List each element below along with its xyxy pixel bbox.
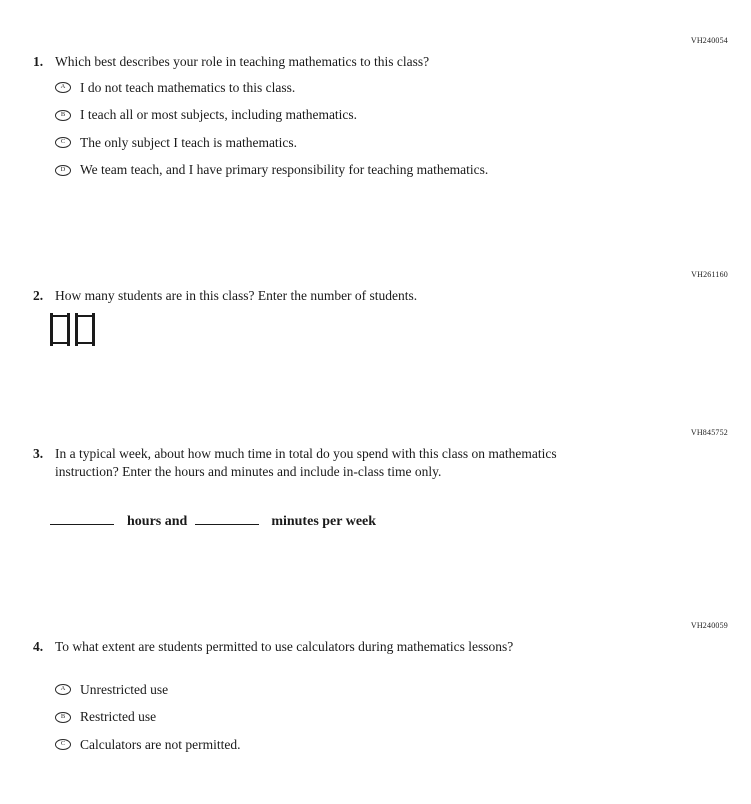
answer-option-b[interactable] <box>55 711 240 724</box>
option-bubble-d-icon[interactable]: D <box>55 165 71 176</box>
question-1 <box>33 53 429 71</box>
option-bubble-c-icon[interactable]: C <box>55 137 71 148</box>
hours-blank-field[interactable] <box>50 511 114 525</box>
student-count-entry <box>50 313 95 346</box>
option-label: Restricted use <box>80 709 157 724</box>
question-1-text: Which best describes your role in teaching mathematics to this class? <box>55 54 430 69</box>
question-2-code: VH261160 <box>691 270 728 279</box>
option-label: Unrestricted use <box>80 681 169 697</box>
minutes-label: minutes per week <box>271 514 377 529</box>
question-1-options <box>55 81 488 191</box>
question-1-code: VH240054 <box>690 36 728 45</box>
option-bubble-b-icon[interactable]: B <box>55 110 71 121</box>
option-bubble-b-icon[interactable]: B <box>55 712 71 723</box>
option-label: I teach all or most subjects, including mathematics. <box>80 107 358 122</box>
question-1-number: 1. <box>33 54 44 69</box>
question-2-number: 2. <box>33 288 44 303</box>
digit-box-tens[interactable] <box>50 313 70 346</box>
question-4-number: 4. <box>33 639 44 654</box>
question-4-options <box>55 683 240 766</box>
question-2 <box>33 287 417 305</box>
answer-option-d[interactable] <box>55 164 488 177</box>
option-label: The only subject I teach is mathematics. <box>80 134 298 150</box>
option-label: We team teach, and I have primary responsibility for teaching mathematics. <box>80 162 489 177</box>
question-4 <box>33 638 513 656</box>
question-3 <box>33 445 613 480</box>
question-2-text: How many students are in this class? Enter the number of students. <box>55 288 418 303</box>
hours-label: hours and <box>127 514 188 529</box>
answer-option-c[interactable] <box>55 738 240 751</box>
question-4-code: VH240059 <box>690 621 728 630</box>
answer-option-b[interactable] <box>55 109 488 122</box>
question-3-text: In a typical week, about how much time in total do you spend with this class on mathematics instruction? Enter the hours and minutes and include in-class time only. <box>55 446 557 479</box>
question-3-code: VH845752 <box>690 428 728 437</box>
question-4-text: To what extent are students permitted to use calculators during mathematics lessons? <box>55 639 514 654</box>
answer-option-c[interactable] <box>55 136 488 149</box>
option-bubble-a-icon[interactable]: A <box>55 82 71 93</box>
time-entry-row <box>50 511 376 531</box>
answer-option-a[interactable] <box>55 683 240 696</box>
option-label: Calculators are not permitted. <box>80 736 241 752</box>
option-bubble-c-icon[interactable]: C <box>55 739 71 750</box>
option-label: I do not teach mathematics to this class. <box>80 79 296 95</box>
digit-box-ones[interactable] <box>75 313 95 346</box>
question-3-number: 3. <box>33 446 44 461</box>
minutes-blank-field[interactable] <box>195 511 259 525</box>
option-bubble-a-icon[interactable]: A <box>55 684 71 695</box>
answer-option-a[interactable] <box>55 81 488 94</box>
